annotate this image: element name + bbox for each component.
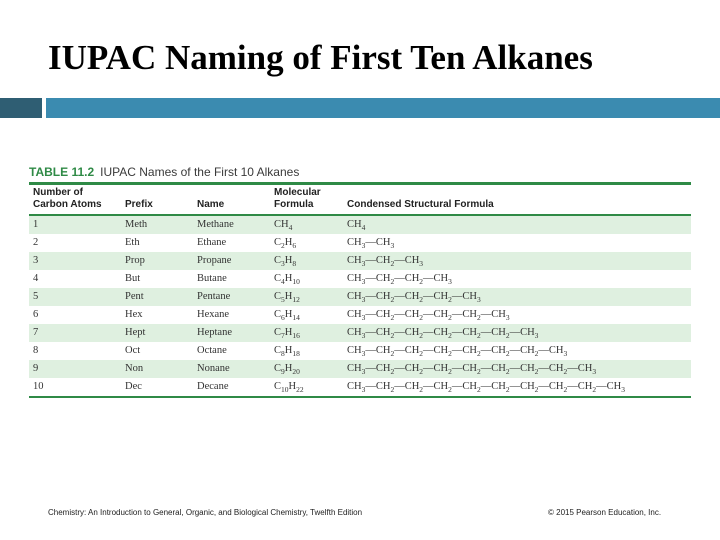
cell-prefix: Pent xyxy=(121,288,193,306)
cell-molecular-formula: $C_5H_{12}$ xyxy=(270,288,343,306)
cell-condensed-formula: $CH_3—CH_2—CH_3$ xyxy=(343,252,691,270)
table-bottom-rule xyxy=(29,396,691,398)
cell-condensed-formula: $CH_3—CH_2—CH_2—CH_2—CH_2—CH_2—CH_2—CH_3$ xyxy=(343,342,691,360)
slide-title: IUPAC Naming of First Ten Alkanes xyxy=(48,38,593,77)
cell-carbon-atoms: 6 xyxy=(29,306,121,324)
cell-prefix: Eth xyxy=(121,234,193,252)
cell-name: Octane xyxy=(193,342,270,360)
cell-condensed-formula: $CH_3—CH_2—CH_2—CH_2—CH_3$ xyxy=(343,288,691,306)
cell-name: Methane xyxy=(193,216,270,234)
cell-carbon-atoms: 9 xyxy=(29,360,121,378)
table-row xyxy=(29,252,691,270)
cell-name: Hexane xyxy=(193,306,270,324)
cell-carbon-atoms: 4 xyxy=(29,270,121,288)
alkane-table xyxy=(29,182,691,398)
cell-name: Propane xyxy=(193,252,270,270)
cell-molecular-formula: $C_8H_{18}$ xyxy=(270,342,343,360)
cell-name: Decane xyxy=(193,378,270,396)
cell-carbon-atoms: 5 xyxy=(29,288,121,306)
cell-name: Butane xyxy=(193,270,270,288)
cell-prefix: Non xyxy=(121,360,193,378)
cell-molecular-formula: $C_4H_{10}$ xyxy=(270,270,343,288)
cell-name: Ethane xyxy=(193,234,270,252)
cell-condensed-formula: $CH_3—CH_2—CH_2—CH_2—CH_2—CH_2—CH_3$ xyxy=(343,324,691,342)
cell-condensed-formula: $CH_4$ xyxy=(343,216,691,234)
header-molecular-formula: Molecular Formula xyxy=(274,187,321,210)
cell-name: Pentane xyxy=(193,288,270,306)
cell-condensed-formula: $CH_3—CH_2—CH_2—CH_2—CH_2—CH_2—CH_2—CH_2—CH_2—CH_3$ xyxy=(343,378,691,396)
cell-prefix: Hex xyxy=(121,306,193,324)
cell-carbon-atoms: 2 xyxy=(29,234,121,252)
cell-molecular-formula: $C_6H_{14}$ xyxy=(270,306,343,324)
title-accent-bar-dark xyxy=(0,98,42,118)
cell-molecular-formula: $C_3H_8$ xyxy=(270,252,343,270)
cell-molecular-formula: $C_9H_{20}$ xyxy=(270,360,343,378)
cell-carbon-atoms: 10 xyxy=(29,378,121,396)
table-number: TABLE 11.2 xyxy=(29,165,95,179)
table-row xyxy=(29,360,691,378)
cell-molecular-formula: $CH_4$ xyxy=(270,216,343,234)
header-condensed-formula: Condensed Structural Formula xyxy=(347,199,494,210)
cell-condensed-formula: $CH_3—CH_2—CH_2—CH_2—CH_2—CH_3$ xyxy=(343,306,691,324)
title-accent-bar-light xyxy=(46,98,720,118)
header-prefix: Prefix xyxy=(125,199,153,210)
table-row xyxy=(29,234,691,252)
table-body xyxy=(29,216,691,396)
header-name: Name xyxy=(197,199,225,210)
cell-molecular-formula: $C_7H_{16}$ xyxy=(270,324,343,342)
cell-carbon-atoms: 7 xyxy=(29,324,121,342)
cell-name: Heptane xyxy=(193,324,270,342)
cell-prefix: Dec xyxy=(121,378,193,396)
cell-carbon-atoms: 3 xyxy=(29,252,121,270)
table-header-row xyxy=(29,185,691,214)
cell-condensed-formula: $CH_3—CH_2—CH_2—CH_2—CH_2—CH_2—CH_2—CH_2—CH_3$ xyxy=(343,360,691,378)
cell-carbon-atoms: 8 xyxy=(29,342,121,360)
cell-prefix: Meth xyxy=(121,216,193,234)
table-row xyxy=(29,342,691,360)
cell-prefix: Prop xyxy=(121,252,193,270)
cell-molecular-formula: $C_{10}H_{22}$ xyxy=(270,378,343,396)
cell-condensed-formula: $CH_3—CH_2—CH_2—CH_3$ xyxy=(343,270,691,288)
footer-copyright: © 2015 Pearson Education, Inc. xyxy=(548,508,662,517)
cell-name: Nonane xyxy=(193,360,270,378)
cell-prefix: But xyxy=(121,270,193,288)
cell-prefix: Oct xyxy=(121,342,193,360)
table-row xyxy=(29,378,691,396)
table-row xyxy=(29,288,691,306)
cell-molecular-formula: $C_2H_6$ xyxy=(270,234,343,252)
table-caption-text: IUPAC Names of the First 10 Alkanes xyxy=(100,165,300,179)
table-row xyxy=(29,306,691,324)
cell-prefix: Hept xyxy=(121,324,193,342)
footer-source: Chemistry: An Introduction to General, Organic, and Biological Chemistry, Twelfth Edition xyxy=(48,508,363,517)
cell-carbon-atoms: 1 xyxy=(29,216,121,234)
header-carbon-atoms: Number of Carbon Atoms xyxy=(33,187,102,210)
cell-condensed-formula: $CH_3—CH_3$ xyxy=(343,234,691,252)
table-caption xyxy=(29,164,299,180)
table-row xyxy=(29,216,691,234)
table-row xyxy=(29,324,691,342)
table-row xyxy=(29,270,691,288)
